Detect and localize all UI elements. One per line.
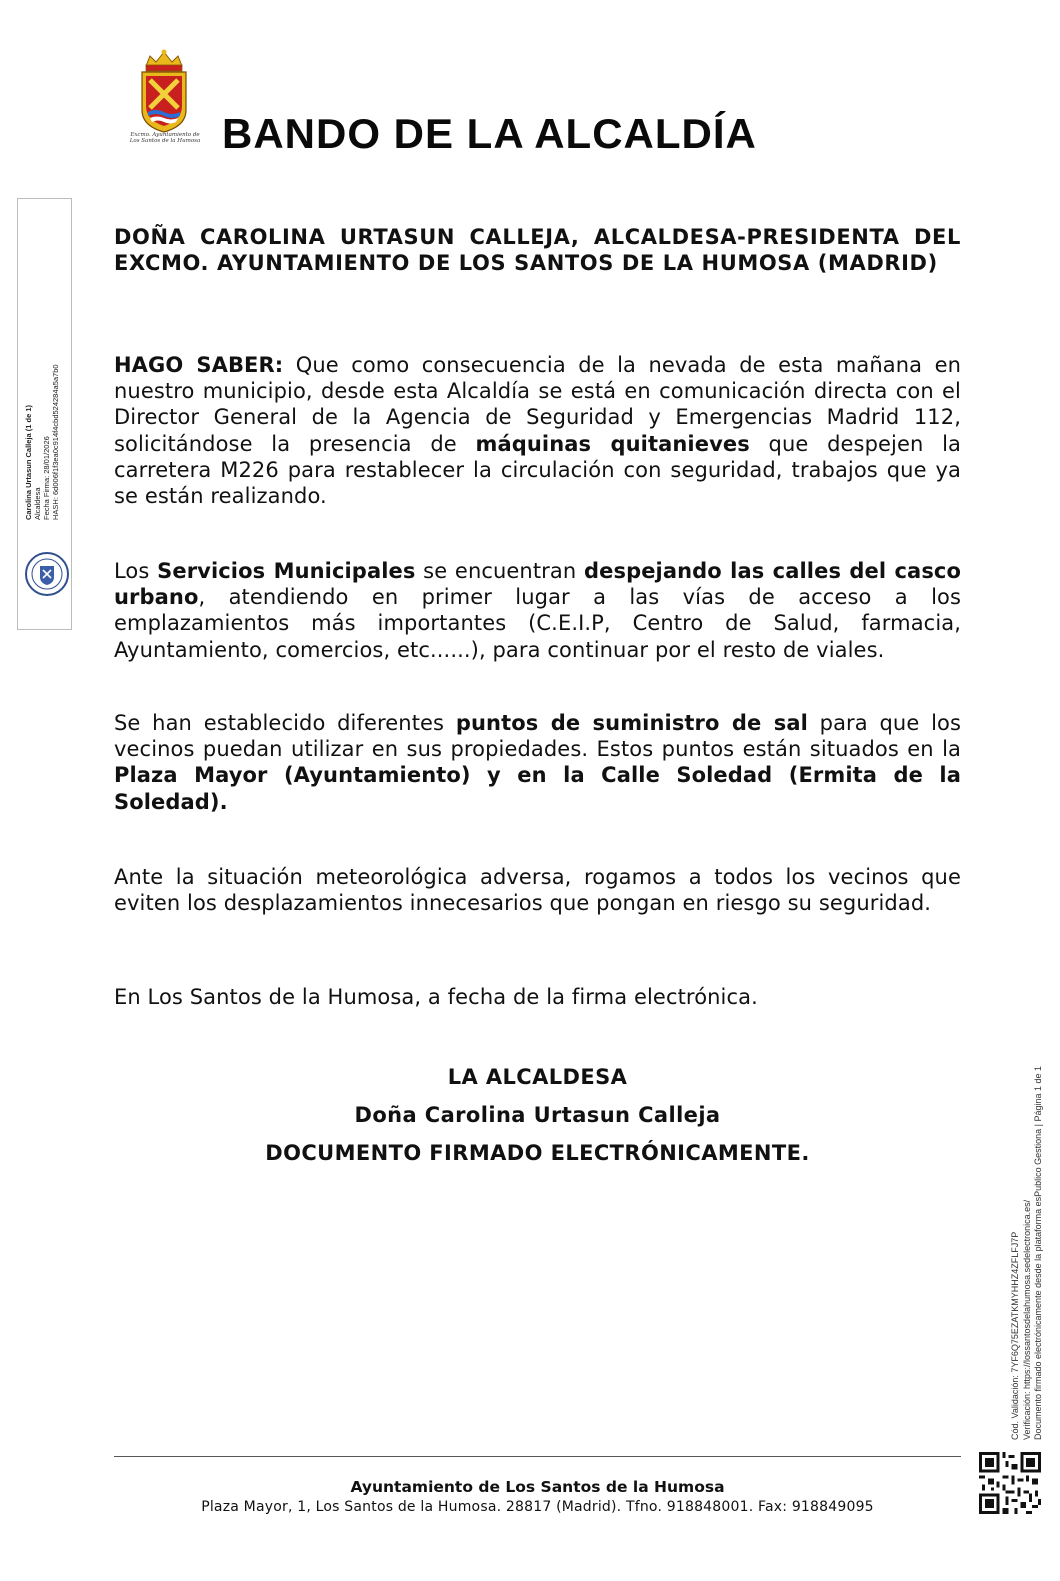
paragraph-sal <box>114 710 961 815</box>
signature-block <box>114 1058 961 1172</box>
hago-saber-lead: HAGO SABER: <box>114 353 284 377</box>
paragraph-hago-saber <box>114 352 961 509</box>
signature-box-signer: Carolina Urtasun Calleja (1 de 1) <box>24 404 33 520</box>
validation-stamp <box>1010 1066 1045 1440</box>
verification-url: Verificación: https://lossantosdelahumosa.sedelectronica.es/ <box>1021 1199 1032 1440</box>
p2-text-a: Que como consecuencia de la nevada de esta mañana en nuestro municipio, desde esta Alcaldía se está en comunicación directa con el Director General de la Agencia de Seguridad y Emergencias Madrid 112, solicitándose la presencia de <box>114 353 961 456</box>
p2-bold: máquinas quitanieves <box>475 431 750 456</box>
p2-text-b: que despejen la carretera M226 para restablecer la circulación con seguridad, trabajos que ya se están realizando. <box>114 431 961 509</box>
signature-box-date: Fecha Firma: 28/01/2026 <box>42 436 51 520</box>
paragraph-fecha: En Los Santos de la Humosa, a fecha de la firma electrónica. <box>114 985 758 1009</box>
logo-caption-line2: Los Santos de la Humosa <box>129 138 201 144</box>
logo-caption <box>128 132 202 144</box>
validation-code: Cód. Validación: 7YF6Q75EZATKMYHHZ4ZFLFJ7P <box>1010 1231 1020 1440</box>
footer-address: Plaza Mayor, 1, Los Santos de la Humosa. 28817 (Madrid). Tfno. 918848001. Fax: 918849095 <box>201 1499 874 1515</box>
p4-bold1: puntos de suministro de sal <box>455 711 808 735</box>
signature-box-text <box>24 364 60 520</box>
p3-bold2: despejando las calles del casco urbano <box>114 559 961 610</box>
p3-bold1: Servicios Municipales <box>157 559 416 583</box>
signer-role: LA ALCALDESA <box>447 1065 628 1089</box>
page-title: BANDO DE LA ALCALDÍA <box>222 110 757 157</box>
qr-code-icon <box>979 1452 1041 1514</box>
footer-divider <box>114 1456 961 1457</box>
signature-box-hash: HASH: 6d006f1f3ea0c914f4cbd524284a5a7b0 <box>51 364 60 520</box>
p4-text-b: para que los vecinos puedan utilizar en sus propiedades. Estos puntos están situados en la <box>114 711 961 762</box>
signed-electronically-note: DOCUMENTO FIRMADO ELECTRÓNICAMENTE. <box>265 1141 810 1165</box>
platform-note: Documento firmado electrónicamente desde la plataforma esPublico Gestiona | Página 1 de 1 <box>1033 1065 1043 1440</box>
p4-text-a: Se han establecido diferentes <box>114 711 456 735</box>
paragraph-servicios <box>114 558 961 663</box>
p3-text-a: Los <box>114 559 158 583</box>
p3-text-c: , atendiendo en primer lugar a las vías de acceso a los emplazamientos más importantes (C.E.I.P, Centro de Salud, farmacia, Ayuntamiento, comercios, etc......), para continuar por el resto de viales. <box>114 585 961 662</box>
signature-box-role: Alcaldesa <box>33 487 42 520</box>
footer-organization: Ayuntamiento de Los Santos de la Humosa <box>350 1478 725 1496</box>
p4-bold2: Plaza Mayor (Ayuntamiento) y en la Calle Soledad (Ermita de la Soledad). <box>114 763 961 814</box>
signer-name: Doña Carolina Urtasun Calleja <box>354 1103 721 1127</box>
paragraph-advertencia: Ante la situación meteorológica adversa, rogamos a todos los vecinos que eviten los desplazamientos innecesarios que pongan en riesgo su seguridad. <box>114 865 961 916</box>
p3-text-b: se encuentran <box>415 559 584 583</box>
logo-caption-line1: Excmo. Ayuntamiento de <box>130 132 200 138</box>
addressing-heading: DOÑA CAROLINA URTASUN CALLEJA, ALCALDESA-PRESIDENTA DEL EXCMO. AYUNTAMIENTO DE LOS SANTOS DE LA HUMOSA (MADRID) <box>114 225 961 276</box>
municipal-seal-icon <box>24 551 70 597</box>
